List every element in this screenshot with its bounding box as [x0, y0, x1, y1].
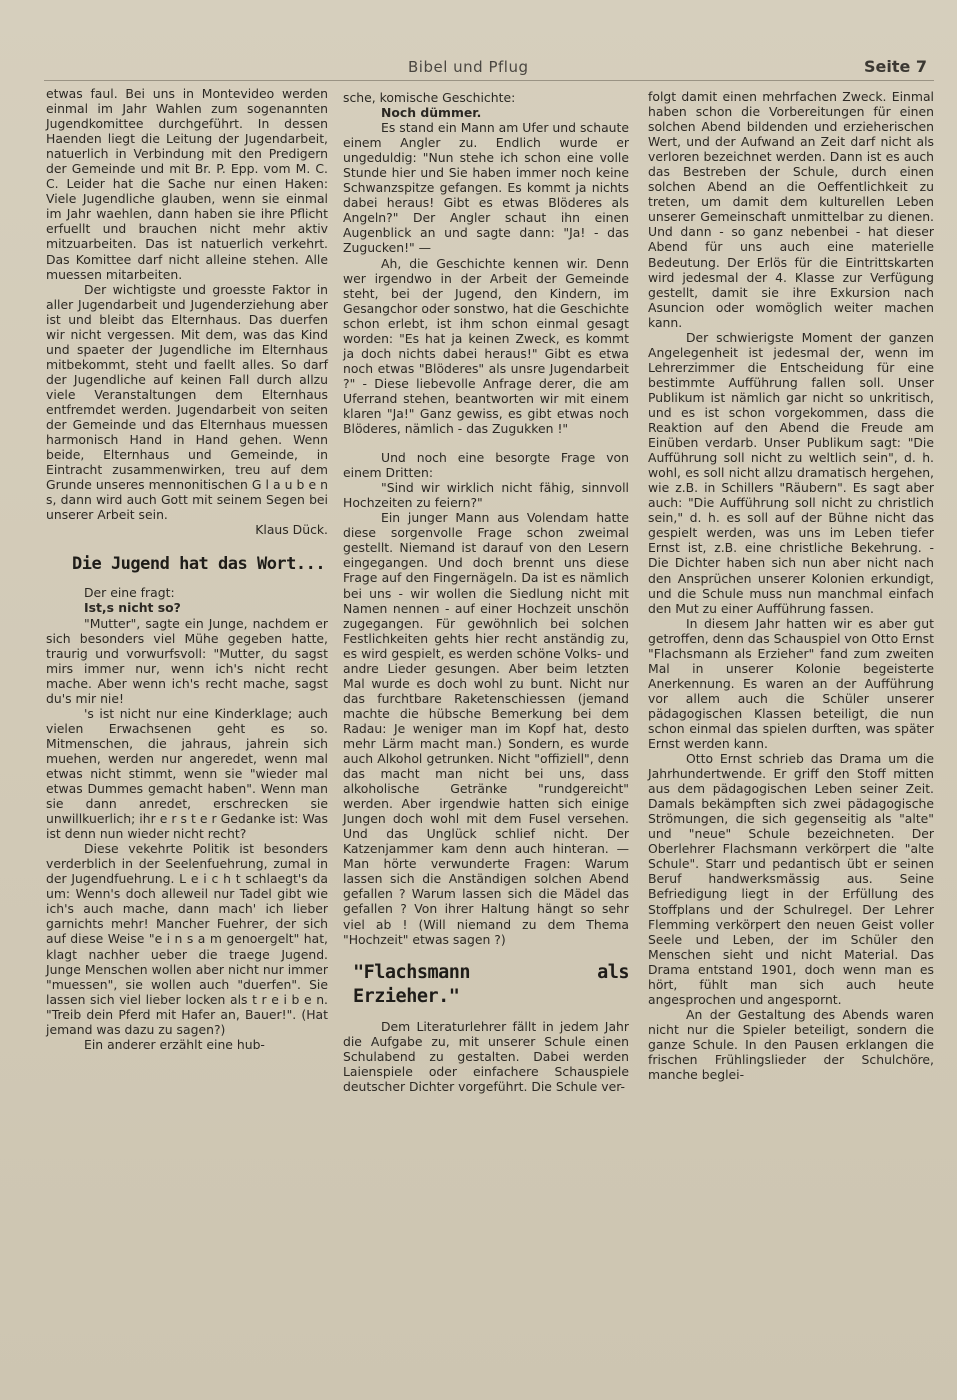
subheading-bold: Noch dümmer.	[381, 105, 482, 121]
paragraph: Es stand ein Mann am Ufer und schaute einem Angler zu. Endlich wurde er ungeduldig: "Nun stehe ich schon eine volle Stunde hier und Sie haben immer noch keine Schwanzspitze gefangen. Es kommt ja nichts dabei heraus! Gibt es etwas Blöderes als Angeln?" Der Angler schaut ihn einen Augenblick an und sagte dann: "Ja! - das Zugucken!" —	[343, 120, 629, 256]
page-header	[0, 56, 957, 82]
paragraph: sche, komische Geschichte:	[343, 90, 516, 105]
paragraph: Ah, die Geschichte kennen wir. Denn wer irgendwo in der Arbeit der Gemeinde steht, bei der Jugend, den Kindern, im Gesangchor oder sonstwo, hat die Geschichte schon erlebt, ist ihm schon einmal gesagt worden: "Es hat ja keinen Zweck, es kommt ja doch nichts dabei heraus!" Gibt es etwa noch etwas "Blöderes" als unsre Jugendarbeit ?" - Diese liebevolle Anfrage derer, die am Uferrand stehen, beantworten wir mit einem klaren "Ja!" Ganz gewiss, es gibt etwas noch Blöderes, nämlich - das Zugukken !"	[343, 255, 629, 437]
subheading: Der eine fragt:	[84, 585, 175, 601]
paragraph: In diesem Jahr hatten wir es aber gut getroffen, denn das Schauspiel von Otto Ernst "Flachsmann als Erzieher" fand zum zweiten Mal in unserer Kolonie begeisterte Anerkennung. Es waren an der Aufführung vor allem auch die Schüler unserer pädagogischen Klassen beteiligt, die nun schon einmal das spielen durften, was später Ernst werden kann.	[648, 615, 934, 752]
paragraph: folgt damit einen mehrfachen Zweck. Einmal haben schon die Vorbereitungen für einen solchen Abend bildenden und erzieherischen Wert, und der Aufwand an Zeit darf nicht als verloren bezeichnet werden. Dann ist es auch das Bestreben der Schule, durch einen solchen Abend an die Oeffentlichkeit zu treten, um damit dem kulturellen Leben unserer Gemeinschaft unmittelbar zu dienen. Und dann - so ganz nebenbei - hat dieser Abend für uns auch eine materielle Bedeutung. Der Erlös für die Eintrittskarten wird jedesmal der 4. Klasse zur Verfügung gestellt, damit sie ihre Exkursion nach Asuncion oder womöglich weiter machen kann.	[648, 89, 934, 330]
column-1	[46, 86, 328, 1052]
paragraph: Dem Literaturlehrer fällt in jedem Jahr die Aufgabe zu, mit unserer Schule einen Schulabend zu gestalten. Dabei werden Laienspiele oder einfachere Schauspiele deutscher Dichter vorgeführt. Die Schule ver-	[343, 1018, 629, 1094]
paragraph: Ein anderer erzählt eine hub-	[84, 1036, 265, 1052]
header-rule	[44, 80, 934, 81]
paragraph: Ein junger Mann aus Volendam hatte diese sorgenvolle Frage schon zweimal gestellt. Niemand ist darauf von den Lesern eingegangen. Und doch brennt uns diese Frage auf den Fingernägeln. Da ist es nämlich bei uns - wir wollen die Siedlung nicht mit Namen nennen - auf einer Hochzeit unschön zugegangen. Für gewöhnlich bei solchen Festlichkeiten gehts hier recht anständig zu, es wird gespielt, es werden schöne Volks- und andre Lieder gesungen. Aber beim letzten Mal wurde es doch wohl zu bunt. Nicht nur das furchtbare Raketenschiessen (jemand machte die hübsche Bemerkung bei dem Radau: Je weniger man im Kopf hat, desto mehr Lärm macht man.) Sondern, es wurde auch Alkohol getrunken. Nicht "offiziell", denn das macht man nicht bei uns, dass alkoholische Getränke "rundgereicht" werden. Aber irgendwie hatten sich einige Jungen doch wohl mit dem Fusel versehen. Und das Unglück schlief nicht. Der Katzenjammer kam denn auch hinteran. — Man hörte verwunderte Fragen: Warum lassen sich die Anständigen solchen Abend gefallen ? Warum lassen sich die Mädel das gefallen ? Von ihrer Haltung hängt so sehr viel ab ! (Will niemand zu dem Thema "Hochzeit" etwas sagen ?)	[343, 510, 629, 947]
page-number: Seite 7	[864, 57, 928, 76]
paragraph: etwas faul. Bei uns in Montevideo werden einmal im Jahr Wahlen zum sogenannten Jugendkomittee durchgeführt. In dessen Haenden liegt die Leitung der Jugendarbeit, natuerlich in Verbindung mit den Predigern der Gemeinde und mit Br. P. Epp. vom M. C. C. Leider hat die Sache nur einen Haken: Viele Jugendliche glauben, wenn sie einmal im Jahr waehlen, dann haben sie ihre Pflicht erfuellt und brauchen nicht mehr aktiv mitzuarbeiten. Das ist natuerlich verkehrt. Das Komittee darf nicht alleine stehen. Alle muessen mitarbeiten.	[46, 86, 328, 282]
paragraph: An der Gestaltung des Abends waren nicht nur die Spieler beteiligt, sondern die ganze Schule. In den Pausen erklangen die frischen Frühlingslieder der Schulchöre, manche beglei-	[648, 1006, 934, 1083]
paragraph: "Sind wir wirklich nicht fähig, sinnvoll Hochzeiten zu feiern?"	[343, 480, 629, 511]
paragraph: 's ist nicht nur eine Kinderklage; auch vielen Erwachsenen geht es so. Mitmenschen, die jahraus, jahrein sich muehen, werden nur angeredet, wenn mal etwas nicht stimmt, wenn sie "wieder mal etwas Dummes gemacht haben". Wenn man sie dann anredet, erschrecken sie unwillkuerlich; ihr e r s t e r Gedanke ist: Was ist denn nun wieder nicht recht?	[46, 705, 328, 842]
column-2	[343, 90, 629, 1094]
subheading-bold: Ist,s nicht so?	[84, 600, 181, 616]
paragraph: Und noch eine besorgte Frage von einem Dritten:	[343, 450, 629, 481]
paragraph: "Mutter", sagte ein Junge, nachdem er sich besonders viel Mühe gegeben hatte, traurig und vorwurfsvoll: "Mutter, du sagst mirs immer nur, wenn ich's nicht recht mache. Aber wenn ich's recht mache, sagst du's mir nie!	[46, 615, 328, 706]
article-heading: "Flachsmann als Erzieher."	[353, 961, 629, 1007]
column-3	[648, 89, 934, 1082]
paragraph: Diese vekehrte Politik ist besonders verderblich in der Seelenfuehrung, zumal in der Jugendfuehrung. L e i c h t schlaegt's da um: Wenn's doch alleweil nur Tadel gibt wie ich's auch mache, dann mach' ich lieber garnichts mehr! Mancher Fuehrer, der sich auf diese Weise "e i n s a m genoergelt" hat, klagt nachher ueber die traege Jugend. Junge Menschen wollen aber nicht nur immer "muessen", sie wollen auch "duerfen". Sie lassen sich viel lieber locken als t r e i b e n. "Treib dein Pferd mit Hafer an, Bauer!". (Hat jemand was dazu zu sagen?)	[46, 841, 328, 1037]
article-heading: Die Jugend hat das Wort...	[72, 554, 326, 575]
paragraph: Otto Ernst schrieb das Drama um die Jahrhundertwende. Er griff den Stoff mitten aus dem pädagogischen Leben seiner Zeit. Damals bekämpften sich zwei pädagogische Strömungen, die sich gegenseitig als "alte" und "neue" Schule bezeichneten. Der Oberlehrer Flachsmann verkörpert die "alte Schule". Starr und pedantisch übt er seinen Beruf handwerksmässig aus. Seine Befriedigung liegt in der Erfüllung des Stoffplans und der Schulregel. Der Lehrer Flemming verkörpert den neuen Geist voller Seele und Leben, der im Schüler den Menschen sieht und nicht Material. Das Drama entstand 1901, doch wenn man es hört, fühlt man sich auch heute angesprochen und angespornt.	[648, 751, 934, 1007]
author-signature: Klaus Dück.	[255, 522, 328, 538]
paragraph: Der schwierigste Moment der ganzen Angelegenheit ist jedesmal der, wenn im Lehrerzimmer die Entscheidung für eine bestimmte Aufführung fallen soll. Unser Publikum ist nämlich gar nicht so unkritisch, und es ist schon vorgekommen, dass die Reaktion auf den Abend die Freude am Einüben verdarb. Unser Publikum sagt: "Die Aufführung soll nicht zu weltlich sein", d. h. wohl, es soll nicht allzu dramatisch hergehen, wie z.B. in Schillers "Räubern". Es sagt aber auch: "Die Aufführung soll nicht zu christlich sein," d. h. es soll auf der Bühne nicht das gespielt werden, was uns im Leben tiefer Ernst ist, z.B. eine christliche Bekehrung. - Die Dichter haben sich nun aber nicht nach den Ansprüchen unserer Kolonien erkundigt, und die Schule muss nun manchmal einfach den Mut zu einer Aufführung fassen.	[648, 329, 934, 616]
publication-title: Bibel und Pflug	[408, 58, 529, 76]
paragraph: Der wichtigste und groesste Faktor in aller Jugendarbeit und Jugenderziehung aber ist und bleibt das Elternhaus. Das duerfen wir nicht vergessen. Mit dem, was das Kind und spaeter der Jugendliche im Elternhaus mitbekommt, steht und faellt alles. So darf der Jugendliche auf keinen Fall durch allzu viele Veranstaltungen dem Elternhaus entfremdet werden. Jugendarbeit von seiten der Gemeinde und das Elternhaus muessen harmonisch Hand in Hand gehen. Wenn beide, Elternhaus und Gemeinde, in Eintracht zusammenwirken, treu auf dem Grunde unseres mennonitischen G l a u b e n s, dann wird auch Gott mit seinem Segen bei unserer Arbeit sein.	[46, 281, 328, 523]
